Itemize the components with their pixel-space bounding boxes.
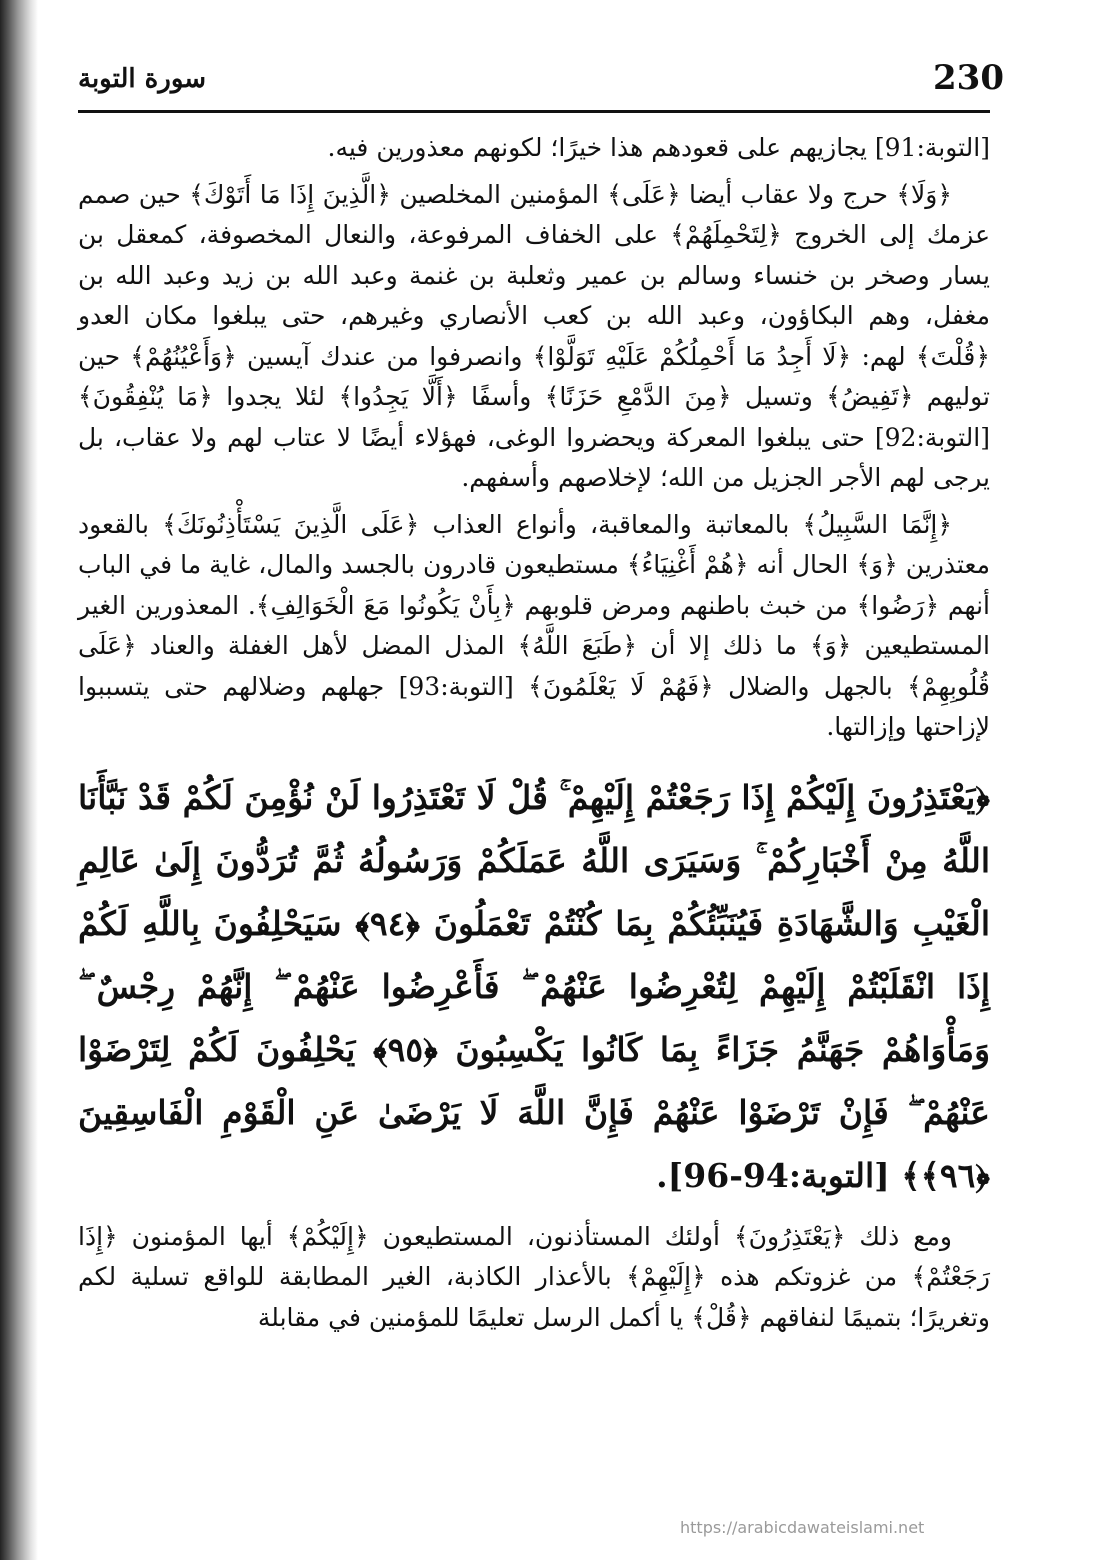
watermark-url: https://arabicdawateislami.net xyxy=(680,1518,925,1537)
paragraph-1: [التوبة:91] يجازيهم على قعودهم هذا خيرًا؛ لكونهم معذورين فيه. xyxy=(327,133,990,162)
surah-name: سورة التوبة xyxy=(78,64,207,94)
paragraph-4: ومع ذلك ﴿يَعْتَذِرُونَ﴾ أولئك المستأذنون، المستطيعون ﴿إِلَيْكُمْ﴾ أيها المؤمنون ﴿إِذَا رَجَعْتُمْ﴾ من غزوتكم هذه ﴿إِلَيْهِمْ﴾ بالأعذار الكاذبة، الغير المطابقة للواقع تسلية لكم وتغريرًا؛ بتميمًا لنفاقهم ﴿قُلْ﴾ يا أكمل الرسل تعليمًا للمؤمنين في مقابلة xyxy=(78,1221,990,1332)
page-scan-edge xyxy=(0,0,38,1560)
page-number: 230 xyxy=(933,58,1004,98)
quran-verses-block: ﴿يَعْتَذِرُونَ إِلَيْكُمْ إِذَا رَجَعْتُمْ إِلَيْهِمْ ۚ قُلْ لَا تَعْتَذِرُوا لَنْ نُؤْمِنَ لَكُمْ قَدْ نَبَّأَنَا اللَّهُ مِنْ أَخْبَارِكُمْ ۚ وَسَيَرَى اللَّهُ عَمَلَكُمْ وَرَسُولُهُ ثُمَّ تُرَدُّونَ إِلَىٰ عَالِمِ الْغَيْبِ وَالشَّهَادَةِ فَيُنَبِّئُكُمْ بِمَا كُنْتُمْ تَعْمَلُونَ ﴿٩٤﴾ سَيَحْلِفُونَ بِاللَّهِ لَكُمْ إِذَا انْقَلَبْتُمْ إِلَيْهِمْ لِتُعْرِضُوا عَنْهُمْ ۖ فَأَعْرِضُوا عَنْهُمْ ۖ إِنَّهُمْ رِجْسٌ ۖ وَمَأْوَاهُمْ جَهَنَّمُ جَزَاءً بِمَا كَانُوا يَكْسِبُونَ ﴿٩٥﴾ يَحْلِفُونَ لَكُمْ لِتَرْضَوْا عَنْهُمْ ۖ فَإِنْ تَرْضَوْا عَنْهُمْ فَإِنَّ اللَّهَ لَا يَرْضَىٰ عَنِ الْقَوْمِ الْفَاسِقِينَ ﴿٩٦﴾﴾ [التوبة:94-96]. xyxy=(78,777,990,1195)
paragraph-2: ﴿وَلَا﴾ حرج ولا عقاب أيضا ﴿عَلَى﴾ المؤمنين المخلصين ﴿الَّذِينَ إِذَا مَا أَتَوْكَ﴾ حين صمم عزمك إلى الخروج ﴿لِتَحْمِلَهُمْ﴾ على الخفاف المرفوعة، والنعال المخصوفة، كمعقل بن يسار وصخر بن خنساء وسالم بن عمير وثعلبة بن غنمة وعبد الله بن زيد وعبد الله بن مغفل، وهم البكاؤون، وعبد الله بن كعب الأنصاري وغيرهم، حتى يبلغوا مكان العدو ﴿قُلْتَ﴾ لهم: ﴿لَا أَجِدُ مَا أَحْمِلُكُمْ عَلَيْهِ تَوَلَّوْا﴾ وانصرفوا من عندك آيسين ﴿وَأَعْيُنُهُمْ﴾ حين توليهم ﴿تَفِيضُ﴾ وتسيل ﴿مِنَ الدَّمْعِ حَزَنًا﴾ وأسفًا ﴿أَلَّا يَجِدُوا﴾ لئلا يجدوا ﴿مَا يُنْفِقُونَ﴾ [التوبة:92] حتى يبلغوا المعركة ويحضروا الوغى، فهؤلاء أيضًا لا عتاب لهم ولا عقاب، بل يرجى لهم الأجر الجزيل من الله؛ لإخلاصهم وأسفهم. xyxy=(78,179,990,492)
page-body xyxy=(78,128,990,1344)
paragraph-3: ﴿إِنَّمَا السَّبِيلُ﴾ بالمعاتبة والمعاقبة، وأنواع العذاب ﴿عَلَى الَّذِينَ يَسْتَأْذِنُونَكَ﴾ بالقعود معتذرين ﴿وَ﴾ الحال أنه ﴿هُمْ أَغْنِيَاءُ﴾ مستطيعون قادرون بالجسد والمال، غاية ما في الباب أنهم ﴿رَضُوا﴾ من خبث باطنهم ومرض قلوبهم ﴿بِأَنْ يَكُونُوا مَعَ الْخَوَالِفِ﴾. المعذورين الغير المستطيعين ﴿وَ﴾ ما ذلك إلا أن ﴿طَبَعَ اللَّهُ﴾ المذل المضل لأهل الغفلة والعناد ﴿عَلَى قُلُوبِهِمْ﴾ بالجهل والضلال ﴿فَهُمْ لَا يَعْلَمُونَ﴾ [التوبة:93] جهلهم وضلالهم حتى يتسببوا لإزاحتها وإزالتها. xyxy=(78,509,990,741)
header-divider xyxy=(78,110,990,113)
page-header xyxy=(78,58,1004,108)
